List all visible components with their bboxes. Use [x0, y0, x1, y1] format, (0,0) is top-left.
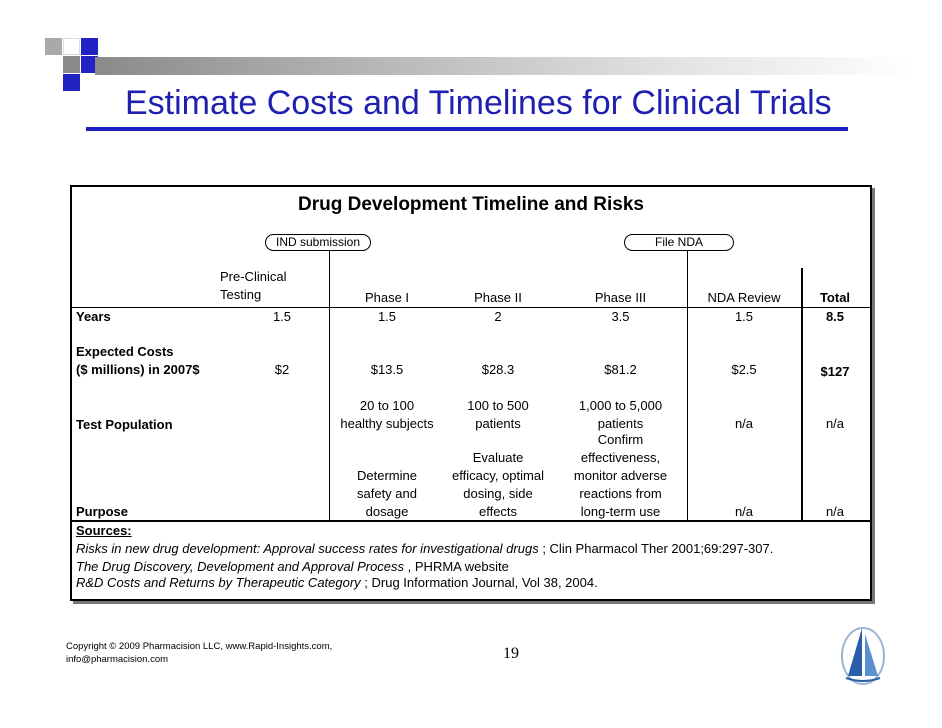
- purpose-phase1-line3: dosage: [365, 504, 409, 519]
- col-nda-review: NDA Review: [707, 290, 781, 305]
- ind-submission-badge: IND submission: [265, 234, 371, 251]
- col-preclinical-line2: Testing: [220, 287, 262, 302]
- purpose-phase2-line4: effects: [478, 504, 518, 519]
- population-phase2-line1: 100 to 500: [467, 398, 529, 413]
- timeline-table: [70, 185, 872, 601]
- file-nda-badge: File NDA: [624, 234, 734, 251]
- deco-square: [63, 38, 80, 55]
- costs-phase1: $13.5: [370, 362, 404, 377]
- copyright-footer: [66, 640, 332, 666]
- row-population-label: Test Population: [76, 417, 173, 432]
- deco-square: [81, 38, 98, 55]
- population-nda: n/a: [734, 416, 754, 431]
- costs-total: $127: [820, 364, 850, 379]
- copyright-line1: Copyright © 2009 Pharmacision LLC, www.Rapid-Insights.com,: [66, 641, 333, 652]
- costs-phase2: $28.3: [481, 362, 515, 377]
- years-preclinical: 1.5: [272, 309, 292, 324]
- purpose-total: n/a: [825, 504, 845, 519]
- purpose-phase2-line1: Evaluate: [472, 450, 524, 465]
- col-preclinical-line1: Pre-Clinical: [220, 269, 287, 284]
- sailboat-logo-icon: [838, 614, 888, 691]
- header-rule: [72, 307, 870, 308]
- deco-square: [45, 38, 62, 55]
- costs-phase3: $81.2: [604, 362, 637, 377]
- page-number: 19: [503, 645, 519, 662]
- purpose-phase2-line2: efficacy, optimal: [451, 468, 544, 483]
- source-3-title: R&D Costs and Returns by Therapeutic Category: [76, 575, 361, 590]
- source-1: [76, 541, 773, 556]
- sources-rule: [72, 520, 870, 522]
- copyright-line2: info@pharmacision.com: [66, 654, 169, 665]
- purpose-phase3-line3: monitor adverse: [573, 468, 668, 483]
- purpose-phase2-line3: dosing, side: [463, 486, 533, 501]
- population-phase3-line1: 1,000 to 5,000: [578, 398, 663, 413]
- row-costs-label-line1: Expected Costs: [76, 344, 174, 359]
- costs-nda: $2.5: [731, 362, 757, 377]
- purpose-phase3-line1: Confirm: [597, 432, 644, 447]
- deco-square: [63, 56, 80, 73]
- header-gradient-bar: [95, 57, 915, 75]
- years-phase1: 1.5: [377, 309, 397, 324]
- source-3: [76, 575, 598, 590]
- purpose-phase3-line5: long-term use: [580, 504, 661, 519]
- source-2-title: The Drug Discovery, Development and Approval Process: [76, 559, 405, 574]
- purpose-phase3-line4: reactions from: [579, 486, 662, 501]
- divider-total: [801, 268, 803, 520]
- purpose-nda: n/a: [734, 504, 754, 519]
- sources-heading: Sources:: [76, 523, 132, 538]
- purpose-phase1-line2: safety and: [357, 486, 417, 501]
- population-phase3-line2: patients: [597, 416, 644, 431]
- source-2-citation: , PHRMA website: [404, 559, 509, 574]
- deco-square: [63, 74, 80, 91]
- table-title: Drug Development Timeline and Risks: [298, 194, 644, 215]
- costs-preclinical: $2: [274, 362, 290, 377]
- row-years-label: Years: [76, 309, 111, 324]
- source-2: [76, 559, 509, 574]
- col-total: Total: [819, 290, 851, 305]
- years-phase2: 2: [494, 309, 502, 324]
- source-1-citation: ; Clin Pharmacol Ther 2001;69:297-307.: [538, 541, 774, 556]
- row-purpose-label: Purpose: [76, 504, 129, 519]
- years-total: 8.5: [825, 309, 845, 324]
- years-phase3: 3.5: [611, 309, 630, 324]
- col-phase3: Phase III: [594, 290, 647, 305]
- years-nda: 1.5: [734, 309, 754, 324]
- col-phase1: Phase I: [364, 290, 410, 305]
- population-phase1-line1: 20 to 100: [359, 398, 415, 413]
- row-costs-label-line2: ($ millions) in 2007$: [76, 362, 200, 377]
- title-underline: [86, 127, 848, 131]
- purpose-phase1-line1: Determine: [357, 468, 417, 483]
- slide-title: Estimate Costs and Timelines for Clinical Trials: [125, 84, 832, 122]
- purpose-phase3-line2: effectiveness,: [580, 450, 661, 465]
- population-phase1-line2: healthy subjects: [340, 416, 434, 431]
- source-3-citation: ; Drug Information Journal, Vol 38, 2004.: [360, 575, 598, 590]
- population-phase2-line2: patients: [475, 416, 521, 431]
- source-1-title: Risks in new drug development: Approval success rates for investigational drugs: [76, 541, 539, 556]
- divider-ind: [329, 250, 330, 520]
- population-total: n/a: [825, 416, 845, 431]
- col-phase2: Phase II: [474, 290, 522, 305]
